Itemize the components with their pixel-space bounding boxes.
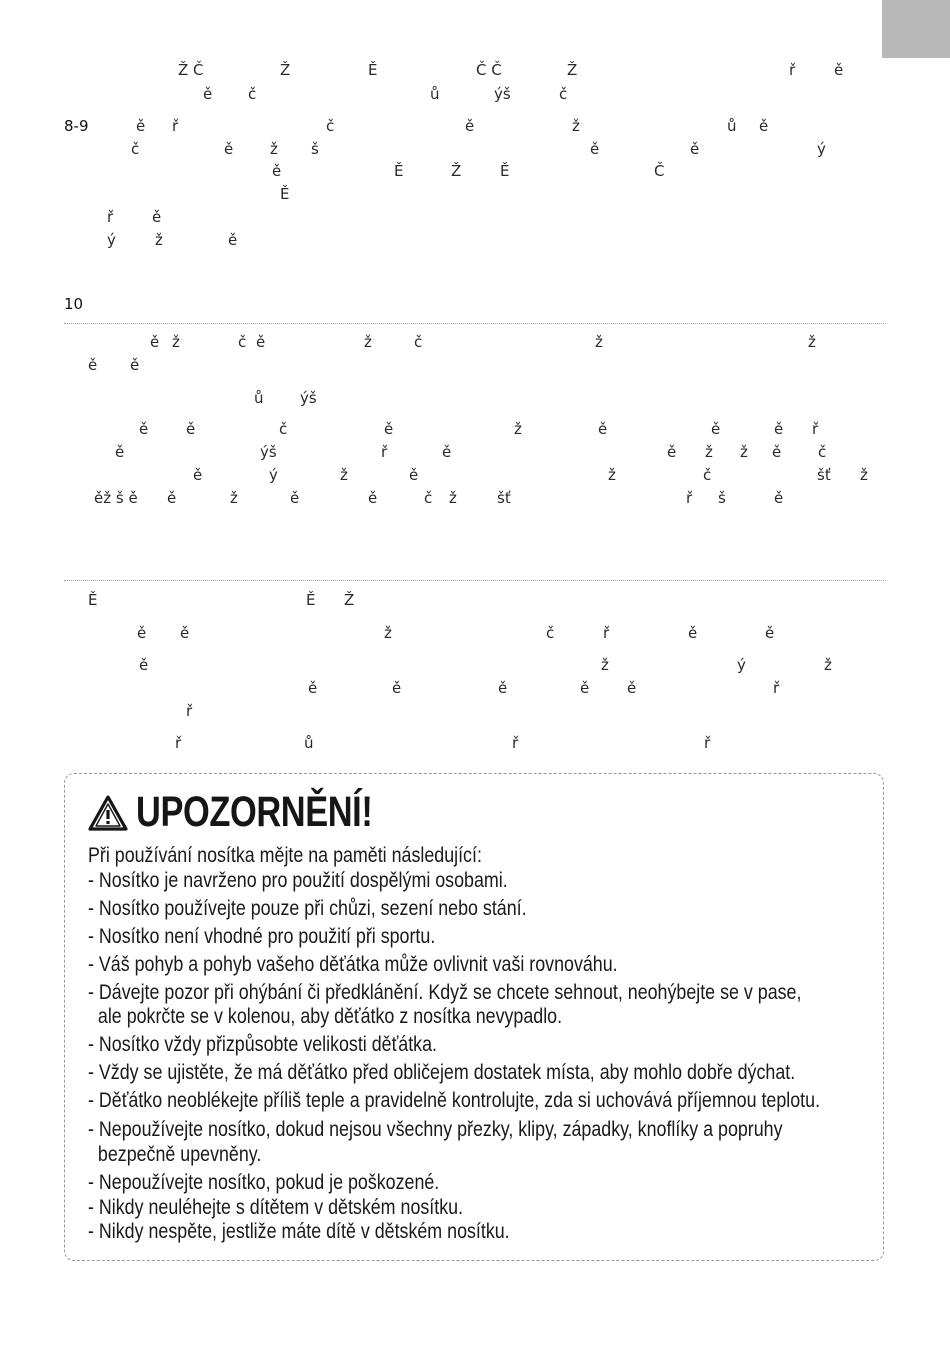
- diacritic-glyph: ž: [155, 231, 163, 249]
- diacritic-glyph: ě: [598, 420, 608, 438]
- diacritic-glyph: Ě: [368, 61, 378, 79]
- diacritic-glyph: č: [279, 420, 288, 438]
- diacritic-glyph: ž: [595, 333, 603, 351]
- diacritic-glyph: ě: [228, 231, 238, 249]
- diacritic-glyph: ě: [88, 356, 98, 374]
- diacritic-glyph: ě: [167, 489, 177, 507]
- diacritic-glyph: č: [131, 140, 140, 158]
- diacritic-glyph: ěž š ě: [94, 489, 138, 507]
- diacritic-glyph: ž: [172, 333, 180, 351]
- diacritic-glyph: ě: [256, 333, 266, 351]
- diacritic-glyph: Ě: [88, 591, 98, 609]
- diacritic-glyph: ě: [690, 140, 700, 158]
- diacritic-glyph: č: [424, 489, 433, 507]
- diacritic-glyph: ž: [230, 489, 238, 507]
- warning-item-continuation: ale pokrčte se v kolenou, aby děťátko z nosítka nevypadlo.: [88, 1005, 563, 1028]
- diacritic-glyph: ř: [773, 679, 780, 697]
- warning-item: - Dávejte pozor při ohýbání či předklánění. Když se chcete sehnout, neohýbejte se v pase,: [88, 981, 802, 1004]
- diacritic-glyph: ž: [608, 466, 616, 484]
- warning-item: - Nosítko není vhodné pro použití při sportu.: [88, 925, 436, 948]
- diacritic-glyph: ř: [603, 624, 610, 642]
- diacritic-glyph: ě: [765, 624, 775, 642]
- diacritic-glyph: ě: [590, 140, 600, 158]
- diacritic-glyph: ž: [824, 656, 832, 674]
- diacritic-glyph: ř: [686, 489, 693, 507]
- diacritic-glyph: č: [248, 85, 257, 103]
- diacritic-glyph: ě: [759, 117, 769, 135]
- diacritic-glyph: ě: [186, 420, 196, 438]
- diacritic-glyph: ů: [430, 85, 440, 103]
- diacritic-glyph: Ě: [394, 162, 404, 180]
- warning-item: - Nikdy neuléhejte s dítětem v dětském nosítku.: [88, 1196, 464, 1219]
- diacritic-glyph: ě: [442, 443, 452, 461]
- diacritic-glyph: ě: [627, 679, 637, 697]
- diacritic-glyph: ř: [512, 734, 519, 752]
- diacritic-glyph: ý: [269, 466, 278, 484]
- warning-item: - Nosítko používejte pouze při chůzi, sezení nebo stání.: [88, 897, 527, 920]
- page-corner-tab: [882, 0, 950, 58]
- diacritic-glyph: č: [546, 624, 555, 642]
- diacritic-glyph: č: [414, 333, 423, 351]
- diacritic-glyph: ž: [384, 624, 392, 642]
- diacritic-glyph: č: [818, 443, 827, 461]
- diacritic-glyph: Č: [654, 162, 665, 180]
- diacritic-glyph: ě: [368, 489, 378, 507]
- diacritic-glyph: š: [718, 489, 726, 507]
- diacritic-glyph: ř: [107, 208, 114, 226]
- diacritic-glyph: ě: [224, 140, 234, 158]
- diacritic-glyph: ř: [175, 734, 182, 752]
- diacritic-glyph: ýš: [300, 389, 317, 407]
- diacritic-glyph: ě: [139, 656, 149, 674]
- diacritic-glyph: ř: [704, 734, 711, 752]
- warning-item-continuation: bezpečně upevněny.: [88, 1143, 262, 1166]
- diacritic-glyph: ž: [808, 333, 816, 351]
- diacritic-glyph: Ž: [451, 162, 462, 180]
- diacritic-glyph: ž: [364, 333, 372, 351]
- diacritic-glyph: č: [559, 85, 568, 103]
- diacritic-glyph: č: [238, 333, 247, 351]
- diacritic-glyph: ýš: [260, 443, 277, 461]
- warning-item: - Nosítko vždy přizpůsobte velikosti děťátka.: [88, 1033, 437, 1056]
- diacritic-glyph: ě: [772, 443, 782, 461]
- warning-title: UPOZORNĚNÍ!: [136, 788, 373, 836]
- warning-intro: Při používání nosítka mějte na paměti následující:: [88, 844, 482, 867]
- diacritic-glyph: ž: [705, 443, 713, 461]
- diacritic-glyph: š: [311, 140, 319, 158]
- diacritic-glyph: ě: [136, 117, 146, 135]
- diacritic-glyph: ě: [580, 679, 590, 697]
- warning-item: - Vždy se ujistěte, že má děťátko před obličejem dostatek místa, aby mohlo dobře dýchat.: [88, 1061, 796, 1084]
- diacritic-glyph: č: [326, 117, 335, 135]
- warning-triangle-icon: [88, 795, 128, 831]
- diacritic-glyph: ž: [340, 466, 348, 484]
- diacritic-glyph: šť: [817, 466, 831, 484]
- diacritic-glyph: Ž: [344, 591, 355, 609]
- diacritic-glyph: ě: [150, 333, 160, 351]
- warning-item: - Nepoužívejte nosítko, pokud je poškozené.: [88, 1171, 440, 1194]
- warning-item: - Váš pohyb a pohyb vašeho děťátka může ovlivnit vaši rovnováhu.: [88, 953, 618, 976]
- warning-item: - Nepoužívejte nosítko, dokud nejsou všechny přezky, klipy, západky, knoflíky a popruhy: [88, 1118, 783, 1141]
- diacritic-glyph: ýš: [494, 85, 511, 103]
- diacritic-glyph: Č Č: [476, 61, 502, 79]
- diacritic-glyph: ě: [384, 420, 394, 438]
- diacritic-glyph: ý: [107, 231, 116, 249]
- diacritic-glyph: ě: [834, 61, 844, 79]
- diacritic-glyph: ě: [498, 679, 508, 697]
- diacritic-glyph: ř: [381, 443, 388, 461]
- diacritic-glyph: ě: [272, 162, 282, 180]
- diacritic-glyph: Ě: [280, 185, 290, 203]
- diacritic-glyph: ě: [180, 624, 190, 642]
- diacritic-glyph: Ž: [567, 61, 578, 79]
- diacritic-glyph: ž: [601, 656, 609, 674]
- diacritic-glyph: Ě: [306, 591, 316, 609]
- diacritic-glyph: Ě: [500, 162, 510, 180]
- diacritic-glyph: ě: [392, 679, 402, 697]
- warning-item: - Nikdy nespěte, jestliže máte dítě v dětském nosítku.: [88, 1220, 510, 1243]
- diacritic-glyph: č: [703, 466, 712, 484]
- dotted-divider: [64, 323, 886, 324]
- diacritic-glyph: ě: [774, 489, 784, 507]
- step-number-8-9: 8-9: [64, 117, 89, 135]
- diacritic-glyph: ř: [789, 61, 796, 79]
- diacritic-glyph: šť: [497, 489, 511, 507]
- diacritic-glyph: ž: [514, 420, 522, 438]
- diacritic-glyph: ě: [688, 624, 698, 642]
- diacritic-glyph: ě: [711, 420, 721, 438]
- warning-heading: [88, 788, 432, 837]
- diacritic-glyph: Ž: [280, 61, 291, 79]
- diacritic-glyph: ě: [465, 117, 475, 135]
- diacritic-glyph: ě: [308, 679, 318, 697]
- diacritic-glyph: Ž Č: [178, 61, 204, 79]
- diacritic-glyph: ě: [409, 466, 419, 484]
- diacritic-glyph: ž: [449, 489, 457, 507]
- diacritic-glyph: ř: [172, 117, 179, 135]
- diacritic-glyph: ž: [270, 140, 278, 158]
- diacritic-glyph: ě: [774, 420, 784, 438]
- diacritic-glyph: ý: [817, 140, 826, 158]
- diacritic-glyph: ě: [667, 443, 677, 461]
- diacritic-glyph: ě: [193, 466, 203, 484]
- diacritic-glyph: ž: [740, 443, 748, 461]
- diacritic-glyph: ů: [727, 117, 737, 135]
- diacritic-glyph: ů: [254, 389, 264, 407]
- diacritic-glyph: ě: [290, 489, 300, 507]
- step-number-10: 10: [64, 295, 84, 313]
- diacritic-glyph: ě: [152, 208, 162, 226]
- diacritic-glyph: ř: [186, 702, 193, 720]
- diacritic-glyph: ž: [860, 466, 868, 484]
- diacritic-glyph: ě: [203, 85, 213, 103]
- dotted-divider: [64, 580, 886, 581]
- warning-item: - Děťátko neoblékejte příliš teple a pravidelně kontrolujte, zda si uchovává příjemnou teplotu.: [88, 1089, 821, 1112]
- warning-item: - Nosítko je navrženo pro použití dospělými osobami.: [88, 869, 508, 892]
- diacritic-glyph: ý: [737, 656, 746, 674]
- diacritic-glyph: ě: [139, 420, 149, 438]
- diacritic-glyph: ř: [812, 420, 819, 438]
- diacritic-glyph: ě: [130, 356, 140, 374]
- diacritic-glyph: ž: [572, 117, 580, 135]
- diacritic-glyph: ě: [115, 443, 125, 461]
- diacritic-glyph: ů: [304, 734, 314, 752]
- diacritic-glyph: ě: [137, 624, 147, 642]
